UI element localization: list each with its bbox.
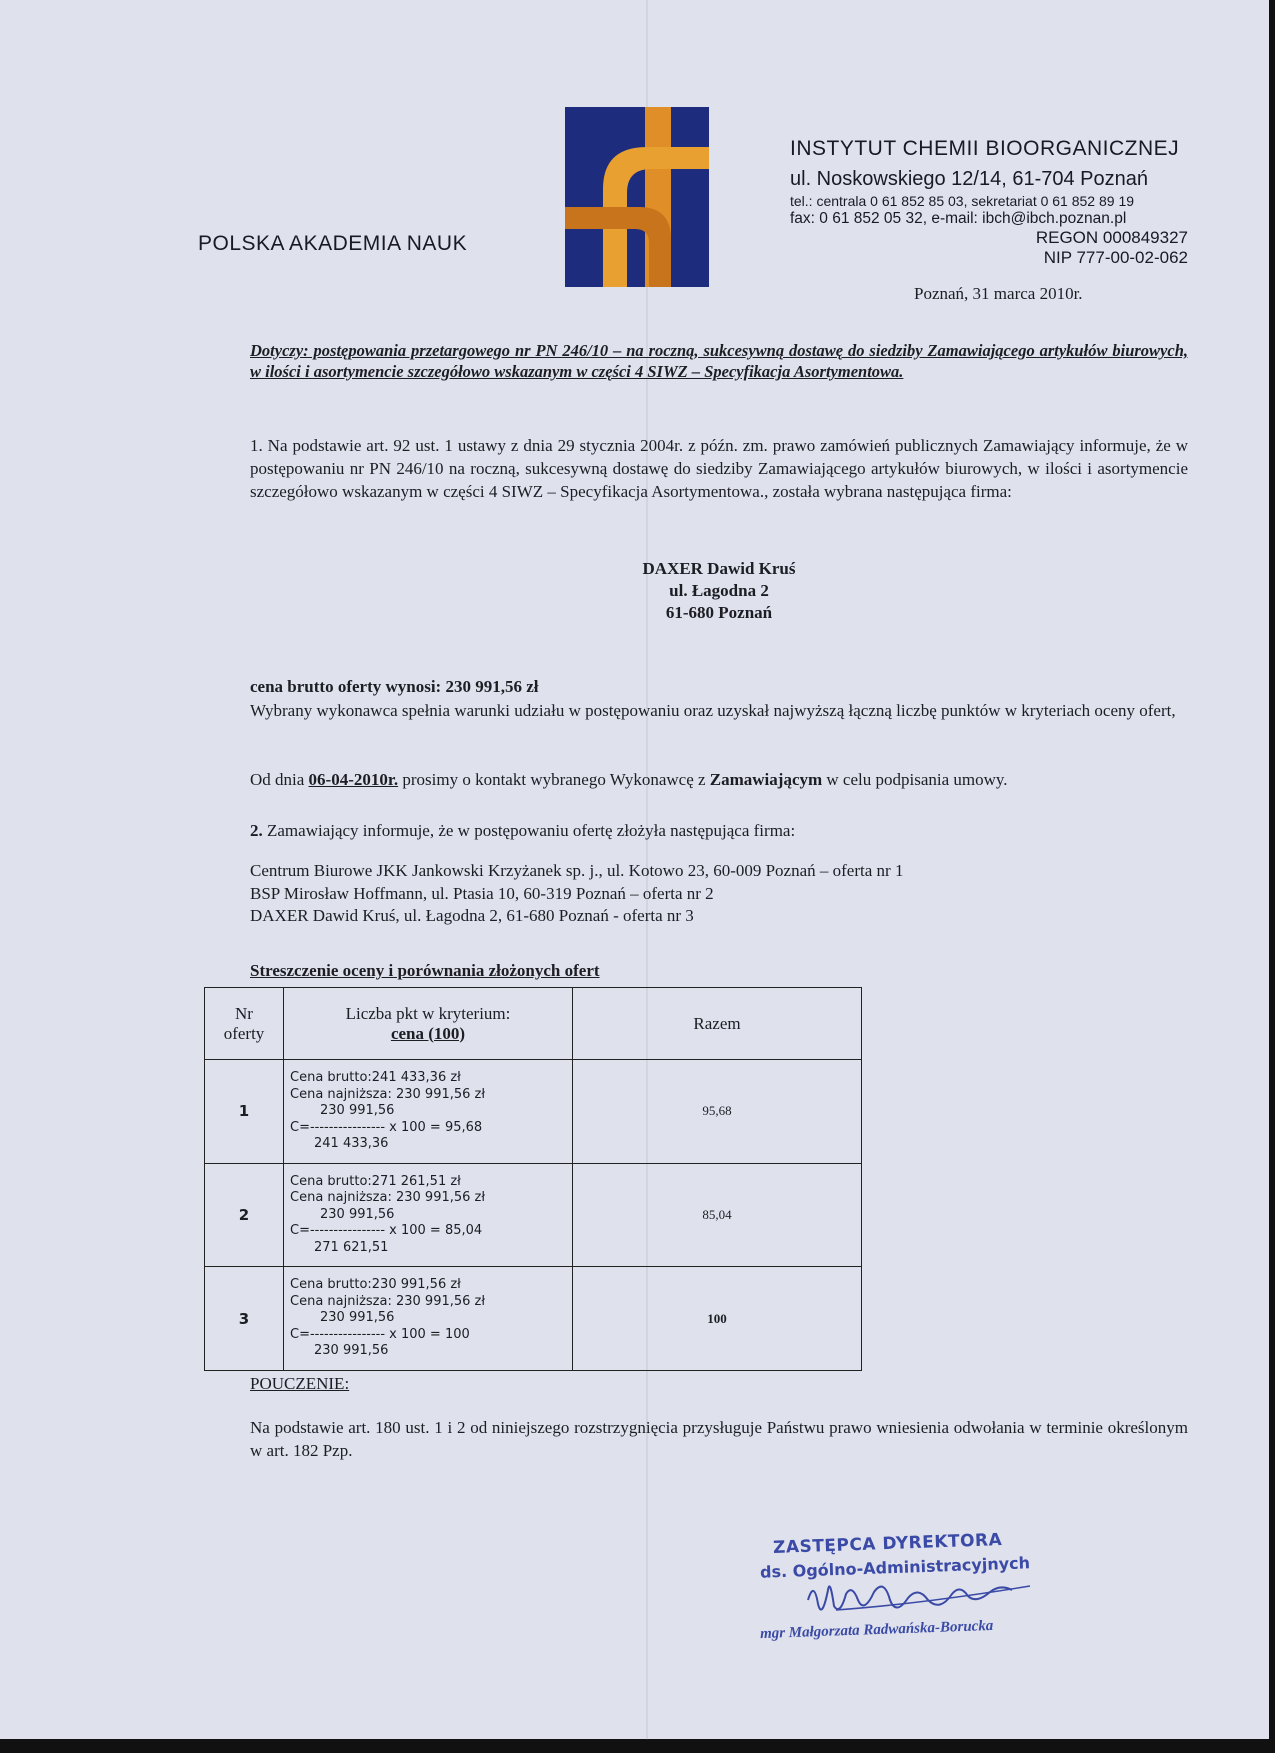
row-nr: 2 bbox=[205, 1163, 284, 1267]
table-row bbox=[205, 1060, 862, 1164]
paragraph-number: 2. bbox=[250, 821, 263, 840]
row-numerator: 230 991,56 bbox=[320, 1206, 395, 1222]
row-nr: 3 bbox=[205, 1267, 284, 1371]
row-calculation bbox=[284, 1060, 573, 1164]
stamp-subtitle: ds. Ogólno-Administracyjnych bbox=[759, 1553, 1031, 1582]
offer-item: Centrum Biurowe JKK Jankowski Krzyżanek sp. j., ul. Kotowo 23, 60-009 Poznań – oferta nr 1 bbox=[250, 861, 904, 880]
institute-logo bbox=[565, 107, 709, 287]
row-formula: C=---------------- x 100 = 95,68 bbox=[290, 1119, 483, 1135]
winner-street: ul. Łagodna 2 bbox=[669, 581, 769, 600]
scores-table bbox=[204, 987, 862, 1371]
row-numerator: 230 991,56 bbox=[320, 1310, 395, 1326]
paragraph-offers-intro bbox=[250, 821, 1188, 841]
contact-middle: prosimy o kontakt wybranego Wykonawcę z bbox=[398, 770, 710, 789]
notice-text: Na podstawie art. 180 ust. 1 i 2 od niniejszego rozstrzygnięcia przysługuje Państwu prawo wniesienia odwołania w terminie określonym w art. 182 Pzp. bbox=[250, 1418, 1188, 1460]
row-denominator: 271 621,51 bbox=[314, 1239, 389, 1255]
subject-line: Dotyczy: postępowania przetargowego nr PN 246/10 – na roczną, sukcesywną dostawę do siedziby Zamawiającego artykułów biurowych, w ilości i asortymencie szczegółowo wskazanym w części 4 SIWZ – Specyfikacja Asortymentowa. bbox=[250, 341, 1188, 381]
institute-info bbox=[790, 137, 1188, 268]
winner-city: 61-680 Poznań bbox=[665, 603, 773, 622]
row-denominator: 241 433,36 bbox=[314, 1136, 389, 1152]
row-lowest: Cena najniższa: 230 991,56 zł bbox=[290, 1086, 486, 1102]
row-total: 100 bbox=[573, 1267, 862, 1371]
table-caption: Streszczenie oceny i porównania złożonych ofert bbox=[250, 961, 600, 980]
header-criterion-sub: cena (100) bbox=[390, 1023, 466, 1043]
institute-address: ul. Noskowskiego 12/14, 61-704 Poznań bbox=[790, 168, 1149, 190]
header-nr-line2: oferty bbox=[223, 1023, 265, 1043]
offer-item: BSP Mirosław Hoffmann, ul. Ptasia 10, 60-319 Poznań – oferta nr 2 bbox=[250, 883, 714, 903]
offers-list bbox=[250, 860, 1188, 928]
row-lowest: Cena najniższa: 230 991,56 zł bbox=[290, 1190, 486, 1206]
row-calculation bbox=[284, 1163, 573, 1267]
header-criterion bbox=[284, 988, 573, 1060]
institute-nip: NIP 777-00-02-062 bbox=[1043, 248, 1188, 267]
contact-prefix: Od dnia bbox=[250, 770, 309, 789]
row-brutto: Cena brutto:271 261,51 zł bbox=[290, 1173, 461, 1189]
notice-title: POUCZENIE: bbox=[250, 1374, 350, 1393]
header-nr bbox=[205, 988, 284, 1060]
scan-edge-right bbox=[1269, 0, 1275, 1753]
row-nr: 1 bbox=[205, 1060, 284, 1164]
winner-block bbox=[250, 558, 1188, 624]
paragraph-offers-text: Zamawiający informuje, że w postępowaniu ofertę złożyła następująca firma: bbox=[262, 821, 796, 840]
row-total: 85,04 bbox=[573, 1163, 862, 1267]
letter-date: Poznań, 31 marca 2010r. bbox=[914, 284, 1083, 303]
institute-name: INSTYTUT CHEMII BIOORGANICZNEJ bbox=[790, 137, 1180, 160]
table-row bbox=[205, 1267, 862, 1371]
header-criterion-text: Liczba pkt w kryterium: bbox=[345, 1003, 511, 1023]
row-total: 95,68 bbox=[573, 1060, 862, 1164]
academy-name: POLSKA AKADEMIA NAUK bbox=[198, 232, 468, 255]
row-brutto: Cena brutto:230 991,56 zł bbox=[290, 1277, 461, 1293]
paragraph-conditions: Wybrany wykonawca spełnia warunki udziału w postępowaniu oraz uzyskał najwyższą łączną liczbę punktów w kryteriach oceny ofert, bbox=[250, 701, 1176, 720]
table-row bbox=[205, 1163, 862, 1267]
contact-party: Zamawiającym bbox=[709, 770, 823, 789]
contact-suffix: w celu podpisania umowy. bbox=[822, 770, 1008, 789]
winner-name: DAXER Dawid Kruś bbox=[642, 559, 796, 578]
stamp-name: mgr Małgorzata Radwańska-Borucka bbox=[759, 1617, 994, 1643]
row-formula: C=---------------- x 100 = 100 bbox=[290, 1326, 470, 1342]
header-nr-line1: Nr bbox=[235, 1003, 253, 1023]
row-numerator: 230 991,56 bbox=[320, 1103, 395, 1119]
stamp-title: ZASTĘPCA DYREKTORA bbox=[772, 1530, 1003, 1558]
header-total: Razem bbox=[573, 988, 862, 1060]
row-calculation bbox=[284, 1267, 573, 1371]
row-denominator: 230 991,56 bbox=[314, 1343, 389, 1359]
contact-date: 06-04-2010r. bbox=[308, 770, 399, 789]
institute-phone: tel.: centrala 0 61 852 85 03, sekretariat 0 61 852 89 19 bbox=[790, 193, 1135, 209]
offer-item: DAXER Dawid Kruś, ul. Łagodna 2, 61-680 Poznań - oferta nr 3 bbox=[250, 906, 694, 925]
scan-edge-bottom bbox=[0, 1739, 1275, 1753]
row-lowest: Cena najniższa: 230 991,56 zł bbox=[290, 1293, 486, 1309]
price-line: cena brutto oferty wynosi: 230 991,56 zł bbox=[250, 677, 539, 696]
table-header-row bbox=[205, 988, 862, 1060]
institute-regon: REGON 000849327 bbox=[1035, 228, 1188, 247]
paragraph-contact bbox=[250, 770, 1188, 790]
paragraph-award: 1. Na podstawie art. 92 ust. 1 ustawy z dnia 29 stycznia 2004r. z późn. zm. prawo zamówień publicznych Zamawiający informuje, że w postępowaniu nr PN 246/10 na roczną, sukcesywną dostawę do siedziby Zamawiającego artykułów biurowych, w ilości i asortymencie szczegółowo wskazanym w części 4 SIWZ – Specyfikacja Asortymentowa., została wybrana następująca firma: bbox=[250, 436, 1188, 501]
row-formula: C=---------------- x 100 = 85,04 bbox=[290, 1223, 483, 1239]
institute-fax-email: fax: 0 61 852 05 32, e-mail: ibch@ibch.poznan.pl bbox=[790, 210, 1127, 227]
row-brutto: Cena brutto:241 433,36 zł bbox=[290, 1070, 461, 1086]
